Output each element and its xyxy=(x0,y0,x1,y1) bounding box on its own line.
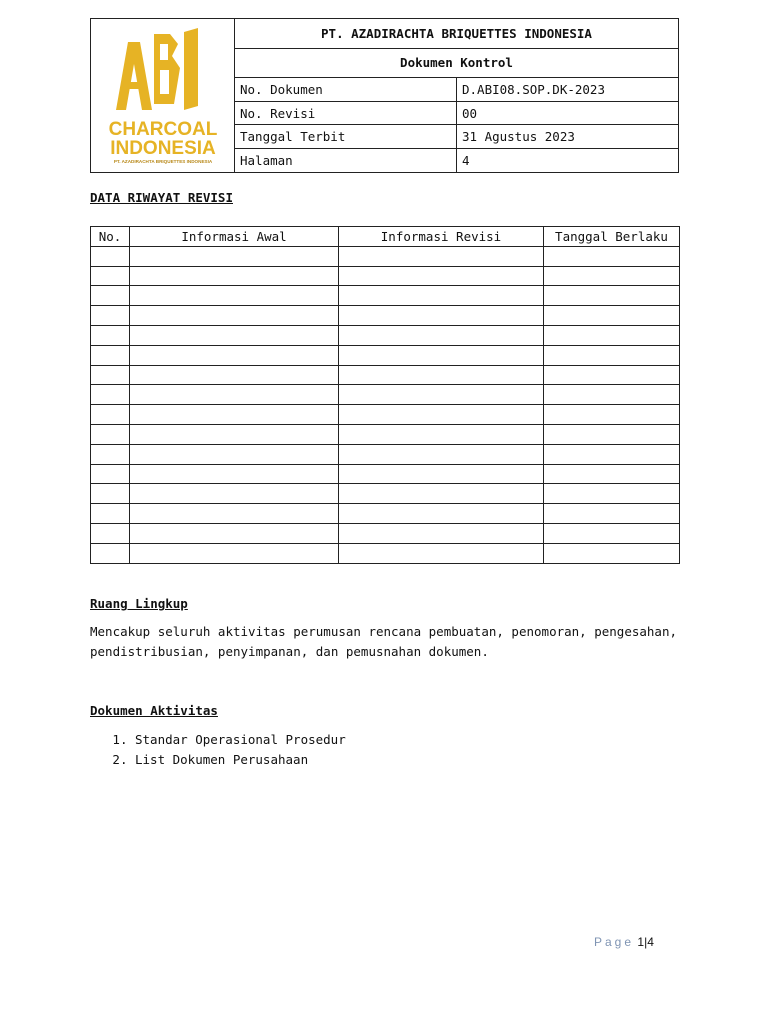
table-cell xyxy=(339,266,544,286)
table-cell xyxy=(91,286,130,306)
meta-label-tanggal-terbit: Tanggal Terbit xyxy=(235,125,457,149)
table-cell xyxy=(544,266,680,286)
footer-total-pages: 4 xyxy=(647,935,654,949)
meta-label-no-revisi: No. Revisi xyxy=(235,101,457,125)
table-cell xyxy=(91,345,130,365)
table-cell xyxy=(130,266,339,286)
table-cell xyxy=(544,345,680,365)
table-cell xyxy=(130,504,339,524)
table-cell xyxy=(91,405,130,425)
table-row xyxy=(91,306,680,326)
table-cell xyxy=(130,365,339,385)
table-cell xyxy=(339,405,544,425)
table-cell xyxy=(339,345,544,365)
table-row xyxy=(91,484,680,504)
table-cell xyxy=(130,484,339,504)
table-cell xyxy=(130,464,339,484)
table-cell xyxy=(544,464,680,484)
table-cell xyxy=(130,543,339,563)
table-cell xyxy=(130,306,339,326)
table-cell xyxy=(544,504,680,524)
table-row xyxy=(91,444,680,464)
table-cell xyxy=(544,424,680,444)
table-cell xyxy=(130,424,339,444)
meta-label-halaman: Halaman xyxy=(235,149,457,173)
table-cell xyxy=(544,385,680,405)
table-cell xyxy=(91,484,130,504)
table-cell xyxy=(339,484,544,504)
footer-page-label: Page xyxy=(594,935,635,949)
table-cell xyxy=(339,286,544,306)
table-row xyxy=(91,325,680,345)
table-cell xyxy=(130,325,339,345)
activities-title: Dokumen Aktivitas xyxy=(90,703,218,718)
table-cell xyxy=(130,405,339,425)
table-cell xyxy=(544,405,680,425)
table-cell xyxy=(339,424,544,444)
table-cell xyxy=(130,444,339,464)
column-header-informasi-awal: Informasi Awal xyxy=(130,227,339,247)
meta-value-no-revisi: 00 xyxy=(457,101,679,125)
logo-cell xyxy=(91,19,235,173)
table-cell xyxy=(130,523,339,543)
logo-tagline: PT. AZADIRACHTA BRIQUETTES INDONESIA xyxy=(113,158,212,164)
scope-text: Mencakup seluruh aktivitas perumusan rencana pembuatan, penomoran, pengesahan, pendistribusian, penyimpanan, dan pemusnahan dokumen. xyxy=(90,624,677,659)
meta-value-no-dokumen: D.ABI08.SOP.DK-2023 xyxy=(457,77,679,101)
meta-value-halaman: 4 xyxy=(457,149,679,173)
table-row xyxy=(91,464,680,484)
table-row xyxy=(91,266,680,286)
table-cell xyxy=(339,444,544,464)
table-row xyxy=(91,523,680,543)
table-row xyxy=(91,543,680,563)
table-cell xyxy=(544,523,680,543)
table-cell xyxy=(91,523,130,543)
table-cell xyxy=(91,385,130,405)
table-cell xyxy=(339,306,544,326)
table-cell xyxy=(130,286,339,306)
scope-title: Ruang Lingkup xyxy=(90,596,188,611)
table-cell xyxy=(544,484,680,504)
table-cell xyxy=(91,464,130,484)
activities-list xyxy=(90,730,346,770)
table-cell xyxy=(91,444,130,464)
document-type: Dokumen Kontrol xyxy=(235,48,679,77)
table-cell xyxy=(339,385,544,405)
table-row xyxy=(91,286,680,306)
table-cell xyxy=(544,286,680,306)
company-name: PT. AZADIRACHTA BRIQUETTES INDONESIA xyxy=(235,19,679,49)
page-footer xyxy=(594,935,654,949)
table-cell xyxy=(339,523,544,543)
table-cell xyxy=(544,365,680,385)
revision-section-title: DATA RIWAYAT REVISI xyxy=(90,190,233,205)
meta-label-no-dokumen: No. Dokumen xyxy=(235,77,457,101)
table-cell xyxy=(339,365,544,385)
footer-current-page: 1 xyxy=(637,935,645,949)
table-row xyxy=(91,424,680,444)
table-row xyxy=(91,345,680,365)
column-header-no: No. xyxy=(91,227,130,247)
table-cell xyxy=(544,306,680,326)
logo-line2: INDONESIA xyxy=(109,137,216,159)
table-cell xyxy=(91,266,130,286)
revision-table-body xyxy=(91,246,680,563)
table-cell xyxy=(339,543,544,563)
table-cell xyxy=(130,246,339,266)
table-row xyxy=(91,385,680,405)
column-header-informasi-revisi: Informasi Revisi xyxy=(339,227,544,247)
table-cell xyxy=(91,365,130,385)
table-cell xyxy=(544,325,680,345)
meta-value-tanggal-terbit: 31 Agustus 2023 xyxy=(457,125,679,149)
table-cell xyxy=(91,424,130,444)
table-cell xyxy=(339,325,544,345)
table-cell xyxy=(544,444,680,464)
table-row xyxy=(91,246,680,266)
table-cell xyxy=(130,385,339,405)
table-cell xyxy=(91,504,130,524)
logo-line1: CHARCOAL xyxy=(108,118,217,140)
column-header-tanggal-berlaku: Tanggal Berlaku xyxy=(544,227,680,247)
footer-separator: | xyxy=(644,935,648,949)
company-logo xyxy=(98,22,228,167)
table-cell xyxy=(544,543,680,563)
revision-history-table xyxy=(90,226,680,564)
table-cell xyxy=(339,504,544,524)
table-cell xyxy=(91,543,130,563)
table-cell xyxy=(130,345,339,365)
table-cell xyxy=(91,306,130,326)
table-cell xyxy=(544,246,680,266)
table-cell xyxy=(339,246,544,266)
document-header-table xyxy=(90,18,679,173)
table-row xyxy=(91,504,680,524)
table-cell xyxy=(91,325,130,345)
list-item: 2. List Dokumen Perusahaan xyxy=(135,750,346,770)
table-row xyxy=(91,365,680,385)
table-cell xyxy=(339,464,544,484)
table-row xyxy=(91,405,680,425)
list-item: 1. Standar Operasional Prosedur xyxy=(135,730,346,750)
table-cell xyxy=(91,246,130,266)
